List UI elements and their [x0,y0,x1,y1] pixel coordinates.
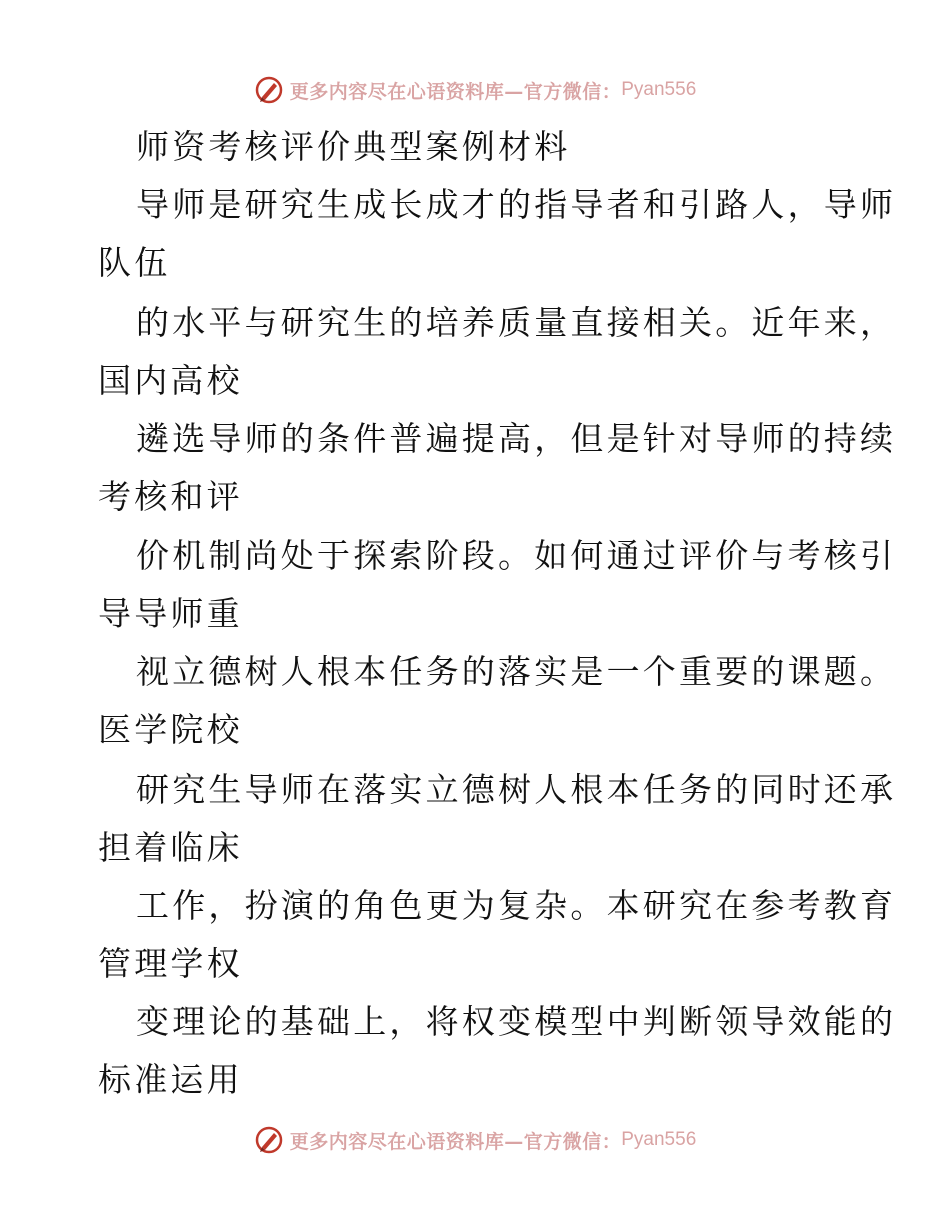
paragraph-line: 变理论的基础上，将权变模型中判断领导效能的 [136,1002,897,1041]
pen-logo-icon [254,75,284,105]
paragraph-line: 的水平与研究生的培养质量直接相关。近年来， [136,303,897,342]
paragraph-line: 遴选导师的条件普遍提高，但是针对导师的持续 [136,419,897,458]
paragraph-line: 管理学权 [98,944,243,983]
footer-watermark [0,1122,950,1158]
paragraph-line: 导师是研究生成长成才的指导者和引路人，导师 [136,185,897,224]
paragraph-line: 担着临床 [98,828,243,867]
paragraph-line: 队伍 [98,243,171,282]
document-title: 师资考核评价典型案例材料 [136,127,571,166]
paragraph-line: 导导师重 [98,594,243,633]
paragraph-line: 标准运用 [98,1060,243,1099]
pen-logo-icon [254,1125,284,1155]
paragraph-line: 国内高校 [98,361,243,400]
paragraph-line: 价机制尚处于探索阶段。如何通过评价与考核引 [136,536,897,575]
paragraph-line: 研究生导师在落实立德树人根本任务的同时还承 [136,770,897,809]
watermark-wechat-id: Pyan556 [621,1129,697,1150]
watermark-text: 更多内容尽在心语资料库—官方微信： [289,1130,622,1153]
paragraph-line: 视立德树人根本任务的落实是一个重要的课题。 [136,652,897,691]
watermark-wechat-id: Pyan556 [621,79,697,100]
watermark-text: 更多内容尽在心语资料库—官方微信： [289,80,622,103]
header-watermark [0,72,950,108]
paragraph-line: 医学院校 [98,710,243,749]
paragraph-line: 工作，扮演的角色更为复杂。本研究在参考教育 [136,886,897,925]
paragraph-line: 考核和评 [98,477,243,516]
